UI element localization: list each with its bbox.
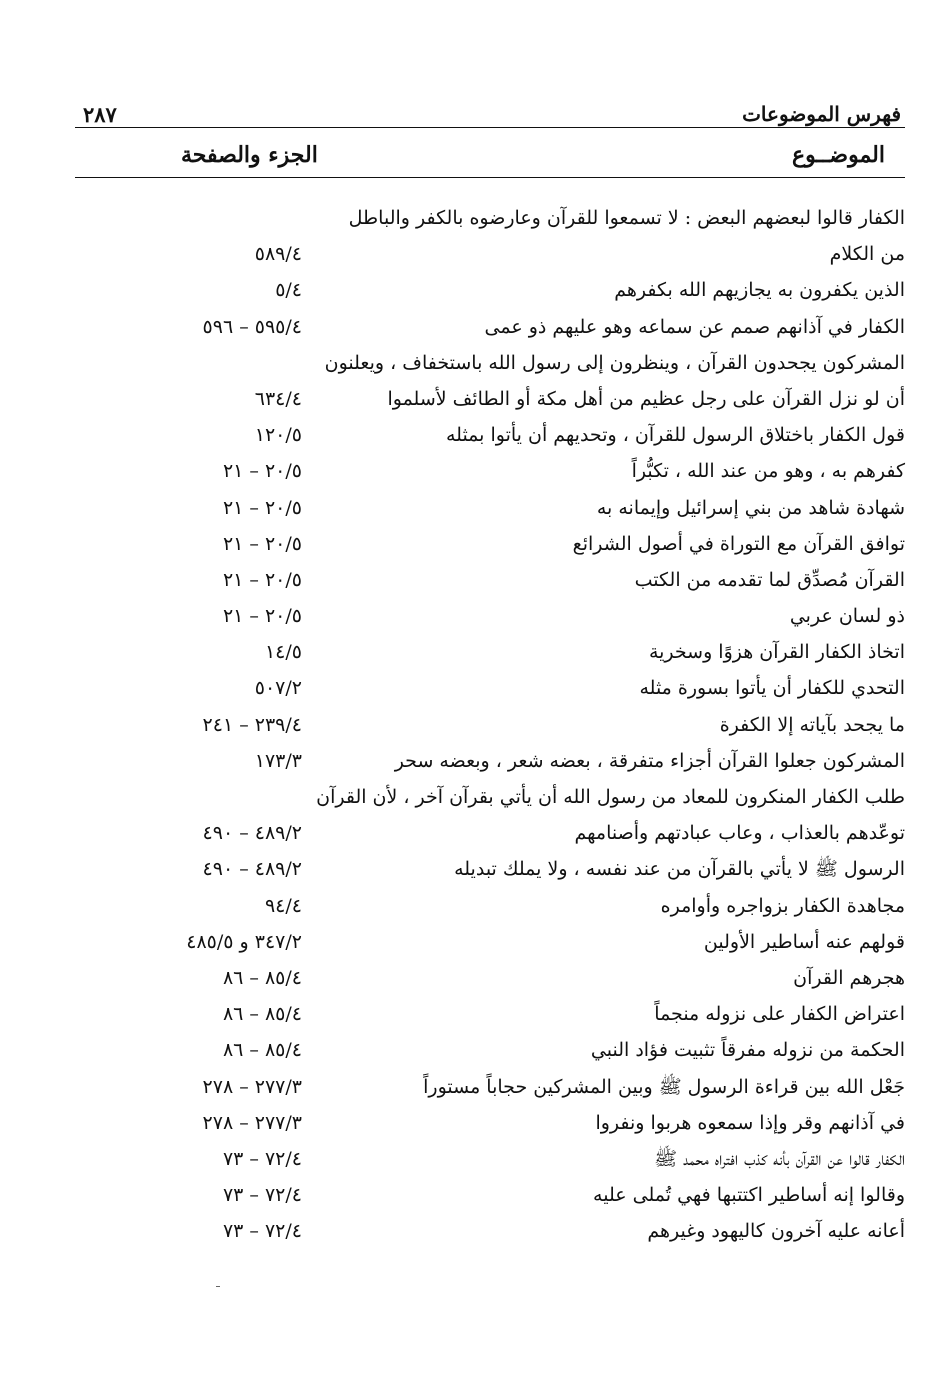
index-entry xyxy=(150,1213,905,1249)
entry-topic: الكفار في آذانهم صمم عن سماعه وهو عليهم ذو عمى xyxy=(484,315,905,338)
index-entry xyxy=(150,200,905,236)
entry-reference: ٦٣٤/٤ xyxy=(254,387,302,410)
index-entry xyxy=(150,526,905,562)
entry-reference: ١٢٠/٥ xyxy=(254,424,302,447)
entry-topic: اعتراض الكفار على نزوله منجماً xyxy=(654,1003,905,1026)
index-entry xyxy=(150,236,905,272)
entry-reference: ٢٣٩/٤ – ٢٤١ xyxy=(202,713,302,736)
entry-topic: الكفار قالوا لبعضهم البعض : لا تسمعوا للقرآن وعارضوه بالكفر والباطل xyxy=(348,207,905,229)
entry-topic: أعانه عليه آخرون كاليهود وغيرهم xyxy=(647,1220,905,1243)
column-header-reference: الجزء والصفحة xyxy=(181,142,318,168)
entry-topic: المشركون يجحدون القرآن ، وينظرون إلى رسول الله باستخفاف ، ويعلنون xyxy=(324,351,905,374)
entry-reference: ٨٥/٤ – ٨٦ xyxy=(222,1003,302,1026)
index-entry xyxy=(150,417,905,453)
index-entry xyxy=(150,743,905,779)
entry-topic: اتخاذ الكفار القرآن هزوًا وسخرية xyxy=(648,641,905,664)
page-dot xyxy=(216,1286,220,1287)
index-entry xyxy=(150,309,905,345)
entry-topic: وقالوا إنه أساطير اكتتبها فهي تُملى عليه xyxy=(593,1184,905,1207)
entry-reference: ٢٠/٥ – ٢١ xyxy=(222,605,302,628)
index-entry xyxy=(150,598,905,634)
entry-reference: ٨٥/٤ – ٨٦ xyxy=(222,1039,302,1062)
entry-topic: هجرهم القرآن xyxy=(793,966,905,989)
index-entry xyxy=(150,1069,905,1105)
entry-topic: الحكمة من نزوله مفرقاً تثبيت فؤاد النبي xyxy=(590,1039,905,1062)
entry-reference: ١٤/٥ xyxy=(264,641,302,664)
entry-topic: الذين يكفرون به يجازيهم الله بكفرهم xyxy=(614,279,905,302)
page-header xyxy=(75,96,905,136)
entry-reference: ٢٧٧/٣ – ٢٧٨ xyxy=(202,1075,302,1098)
entry-topic: الكفار قالوا عن القرآن بأنه كذب افتراه محمد ﷺ xyxy=(654,1147,905,1170)
index-entry xyxy=(150,779,905,815)
page-number: ٢٨٧ xyxy=(83,102,117,127)
entry-reference: ٥٨٩/٤ xyxy=(254,243,302,266)
entry-topic: جَعْل الله بين قراءة الرسول ﷺ وبين المشركين حجاباً مستوراً xyxy=(423,1075,905,1098)
index-entry xyxy=(150,851,905,887)
entry-reference: ٤٨٩/٢ – ٤٩٠ xyxy=(202,822,302,845)
entry-reference: ١٧٣/٣ xyxy=(254,749,302,772)
entry-topic: توافق القرآن مع التوراة في أصول الشرائع xyxy=(572,532,905,555)
index-entry xyxy=(150,815,905,851)
index-entry xyxy=(150,1105,905,1141)
index-entry xyxy=(150,707,905,743)
entry-topic: قولهم عنه أساطير الأولين xyxy=(703,930,905,953)
entry-reference: ٢٠/٥ – ٢١ xyxy=(222,496,302,519)
entry-topic: كفرهم به ، وهو من عند الله ، تكبُّراً xyxy=(631,460,905,483)
entry-reference: ٣٤٧/٢ و ٤٨٥/٥ xyxy=(186,930,302,953)
entry-reference: ٥٩٥/٤ – ٥٩٦ xyxy=(202,315,302,338)
column-header-topic: الموضــوع xyxy=(792,142,885,168)
index-entry xyxy=(150,1032,905,1068)
index-entry xyxy=(150,1141,905,1177)
index-entry xyxy=(150,996,905,1032)
entry-topic: القرآن مُصدِّق لما تقدمه من الكتب xyxy=(634,568,905,591)
entry-reference: ٥٠٧/٢ xyxy=(254,677,302,700)
entry-reference: ٧٢/٤ – ٧٣ xyxy=(222,1184,302,1207)
index-entry xyxy=(150,453,905,489)
entry-topic: المشركون جعلوا القرآن أجزاء متفرقة ، بعضه شعر ، وبعضه سحر xyxy=(394,749,905,772)
entry-reference: ٢٠/٥ – ٢١ xyxy=(222,568,302,591)
entry-reference: ٢٧٧/٣ – ٢٧٨ xyxy=(202,1111,302,1134)
entry-reference: ٨٥/٤ – ٨٦ xyxy=(222,966,302,989)
index-entry xyxy=(150,924,905,960)
entry-topic: ذو لسان عربي xyxy=(789,605,905,628)
entry-reference: ٥/٤ xyxy=(275,279,302,302)
index-entry xyxy=(150,345,905,381)
entry-topic: ما يجحد بآياته إلا الكفرة xyxy=(719,713,905,736)
index-list xyxy=(150,200,905,1249)
entry-topic: شهادة شاهد من بني إسرائيل وإيمانه به xyxy=(596,496,905,519)
entry-reference: ٢٠/٥ – ٢١ xyxy=(222,532,302,555)
entry-reference: ٢٠/٥ – ٢١ xyxy=(222,460,302,483)
column-headers xyxy=(75,140,905,174)
index-entry xyxy=(150,562,905,598)
entry-topic: مجاهدة الكفار بزواجره وأوامره xyxy=(660,894,905,917)
entry-reference: ٩٤/٤ xyxy=(264,894,302,917)
entry-topic: طلب الكفار المنكرون للمعاد من رسول الله أن يأتي بقرآن آخر ، لأن القرآن xyxy=(316,786,905,808)
entry-reference: ٧٢/٤ – ٧٣ xyxy=(222,1147,302,1170)
index-entry xyxy=(150,634,905,670)
entry-topic: في آذانهم وقر وإذا سمعوه هربوا ونفروا xyxy=(595,1111,905,1134)
running-title: فهرس الموضوعات xyxy=(742,102,901,126)
entry-reference: ٧٢/٤ – ٧٣ xyxy=(222,1220,302,1243)
entry-topic: أن لو نزل القرآن على رجل عظيم من أهل مكة أو الطائف لأسلموا xyxy=(387,387,905,410)
entry-topic: من الكلام xyxy=(829,243,905,266)
index-entry xyxy=(150,670,905,706)
index-entry xyxy=(150,272,905,308)
index-entry xyxy=(150,1177,905,1213)
column-rule xyxy=(75,177,905,178)
entry-topic: التحدي للكفار أن يأتوا بسورة مثله xyxy=(639,677,905,700)
entry-topic: قول الكفار باختلاق الرسول للقرآن ، وتحديهم أن يأتوا بمثله xyxy=(445,424,905,447)
entry-topic: الرسول ﷺ لا يأتي بالقرآن من عند نفسه ، ولا يملك تبديله xyxy=(454,858,905,881)
index-entry xyxy=(150,960,905,996)
entry-topic: توعّدهم بالعذاب ، وعاب عبادتهم وأصنامهم xyxy=(574,822,905,845)
header-rule xyxy=(75,127,905,128)
index-entry xyxy=(150,490,905,526)
entry-reference: ٤٨٩/٢ – ٤٩٠ xyxy=(202,858,302,881)
index-entry xyxy=(150,381,905,417)
index-entry xyxy=(150,888,905,924)
